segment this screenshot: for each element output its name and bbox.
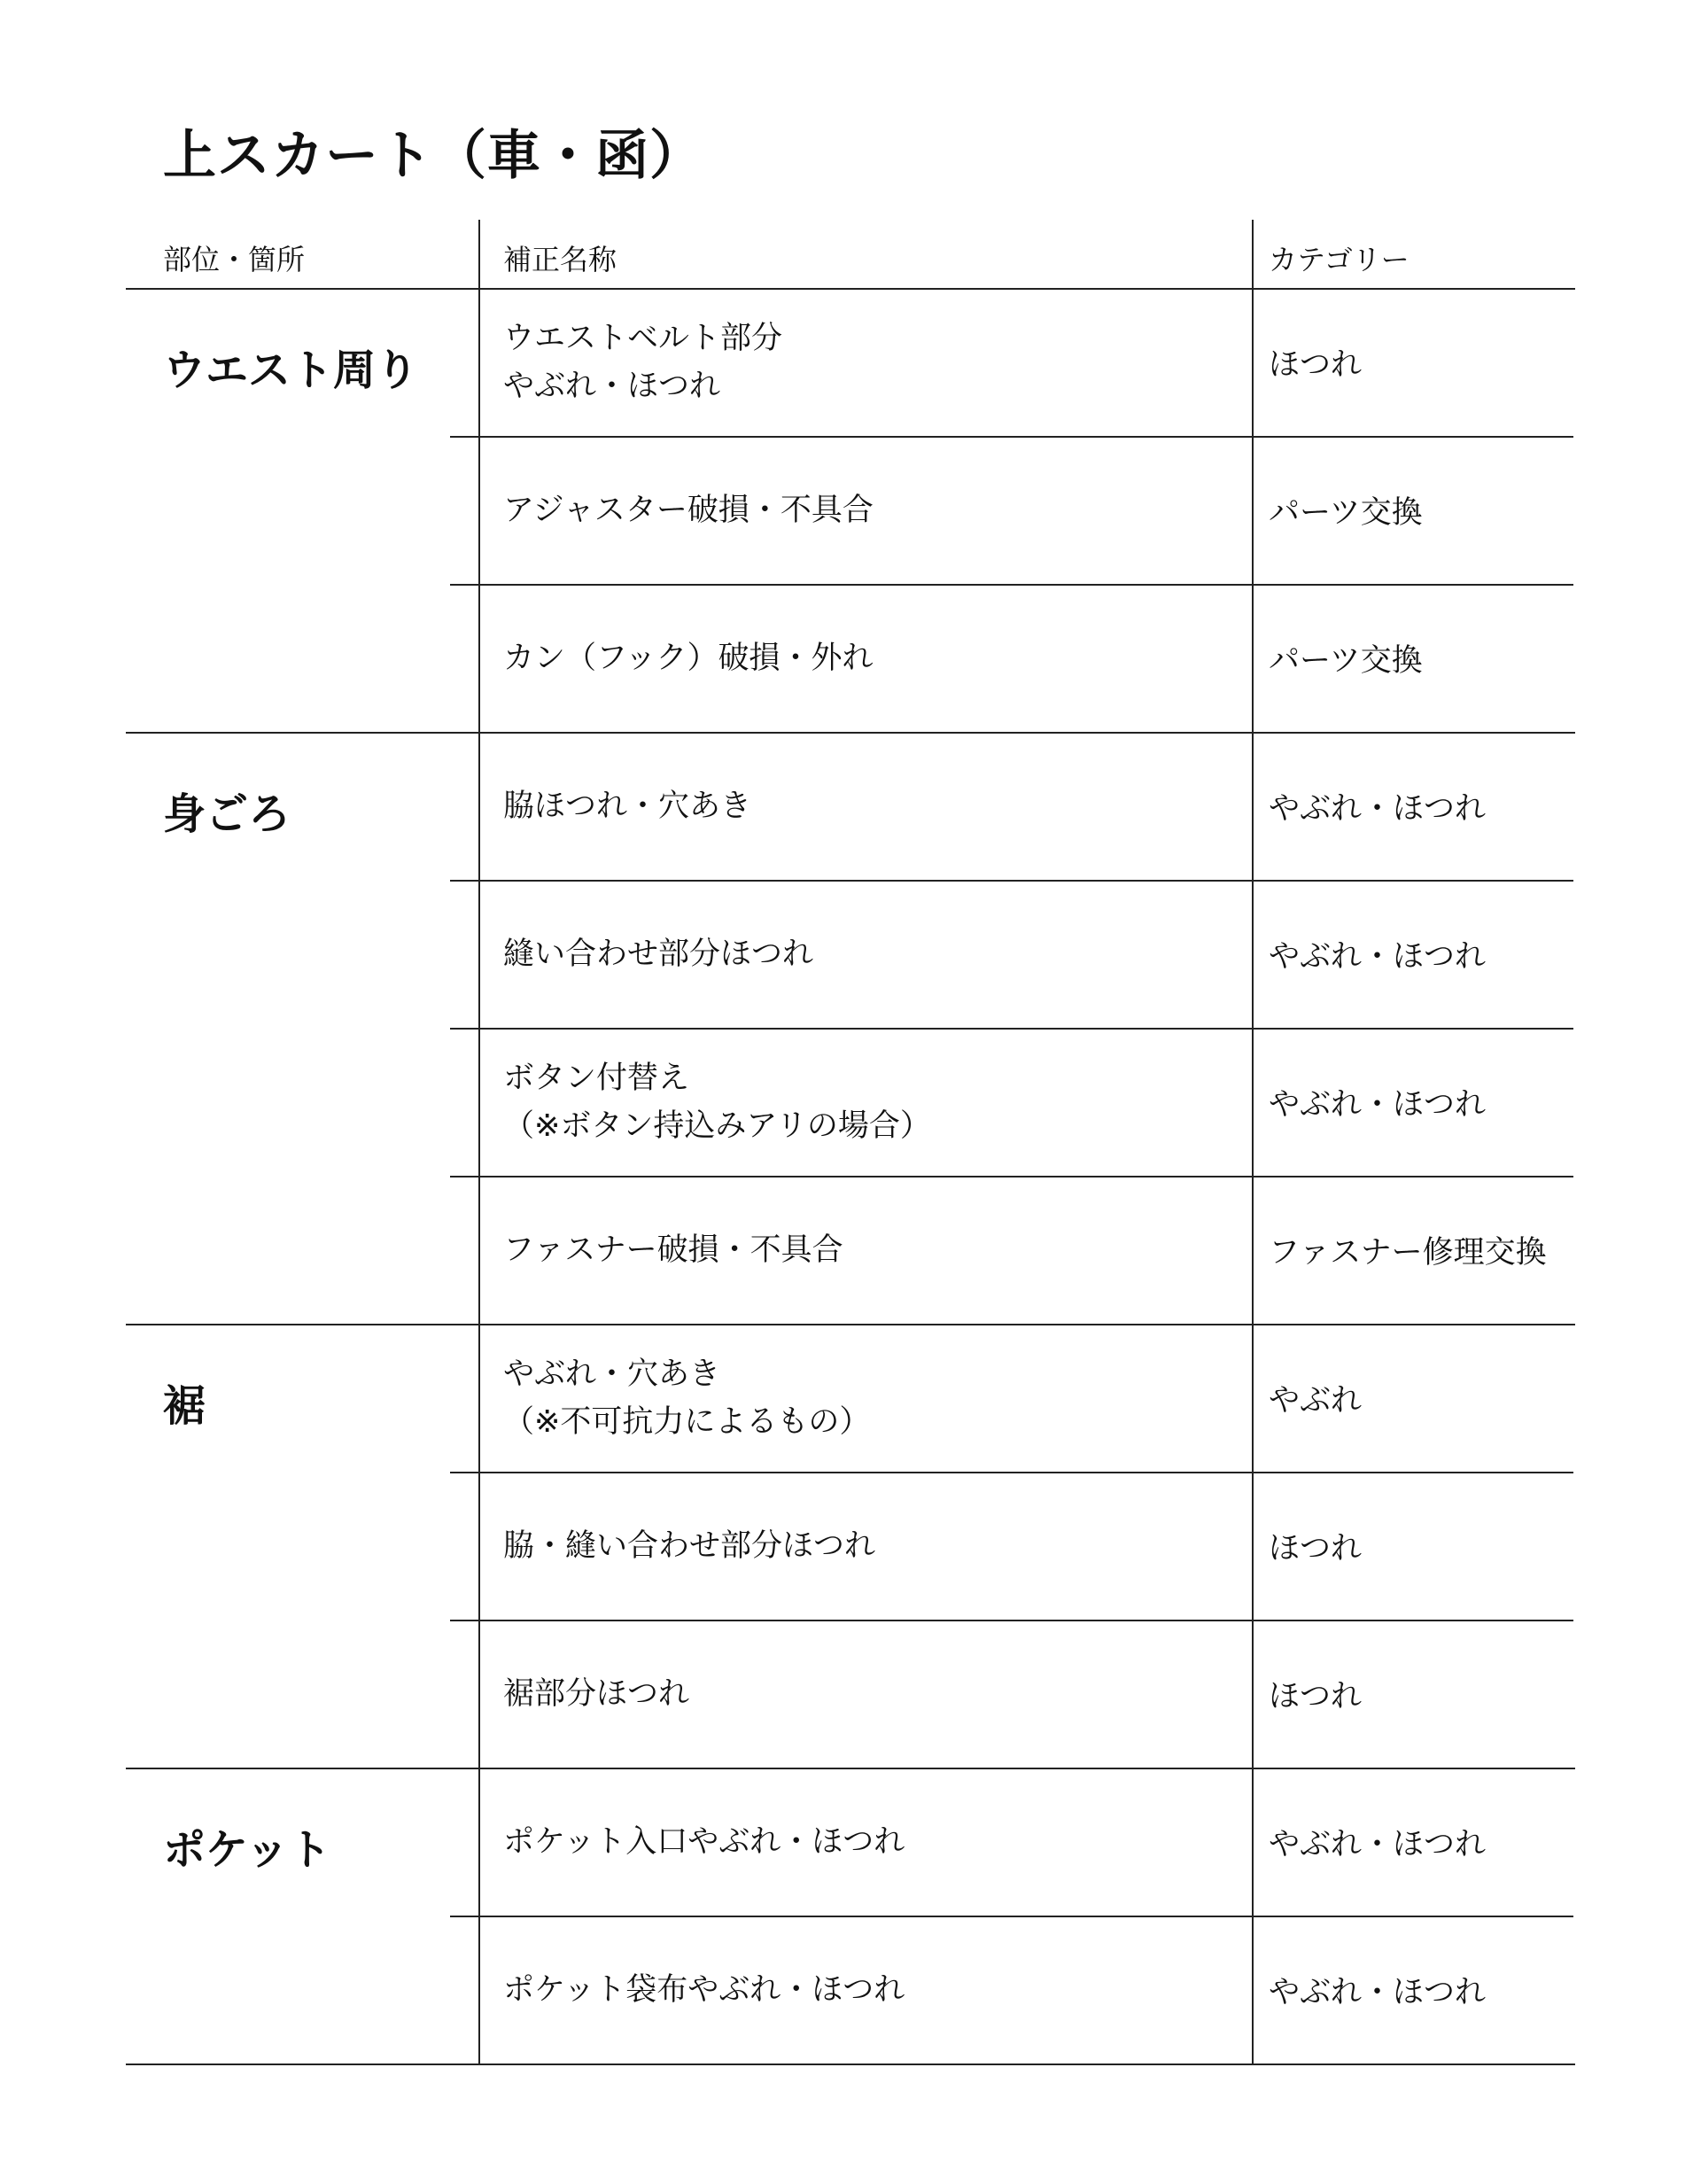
repair-category: やぶれ・ほつれ [1269,790,1487,827]
repair-name [503,880,1239,1028]
repair-name-line: アジャスター破損・不具合 [503,492,874,528]
repair-category: やぶれ・ほつれ [1269,1974,1487,2010]
repair-category: ほつれ [1269,346,1363,383]
repair-name-line: ファスナー破損・不具合 [503,1232,843,1268]
repair-category: やぶれ・ほつれ [1269,1826,1487,1862]
repair-category: ファスナー修理交換 [1269,1234,1547,1271]
page-title: 上スカート（車・函） [163,125,703,187]
repair-name [503,1324,1239,1472]
header-part: 部位・箇所 [163,243,306,276]
repair-name-line: やぶれ・穴あき [503,1356,721,1392]
repair-name-line: 縫い合わせ部分ほつれ [503,936,814,972]
repair-name-line: カン（フック）破損・外れ [503,640,874,676]
repair-name-line: 裾部分ほつれ [503,1675,690,1712]
repair-category: ほつれ [1269,1678,1363,1714]
repair-name [503,584,1239,732]
repair-name [503,1028,1239,1176]
section-divider [126,2064,1575,2065]
repair-name [503,732,1239,880]
repair-name [503,1472,1239,1620]
section-label: 裾 [163,1381,206,1431]
repair-name [503,288,1239,436]
repair-category: ほつれ [1269,1530,1363,1566]
column-divider [1252,220,1254,2065]
repair-name [503,1620,1239,1768]
repair-category: やぶれ・ほつれ [1269,1086,1487,1123]
repair-name [503,1176,1239,1324]
column-divider [478,220,480,2065]
repair-name-line: 脇・縫い合わせ部分ほつれ [503,1527,876,1564]
repair-name-line: やぶれ・ほつれ [503,368,721,404]
repair-name-line: ポケット袋布やぶれ・ほつれ [503,1971,905,2008]
section-label: 身ごろ [163,789,291,839]
repair-name [503,1768,1239,1916]
header-name: 補正名称 [503,243,617,276]
repair-category: やぶれ・ほつれ [1269,938,1487,975]
repair-name-line: 脇ほつれ・穴あき [503,788,752,824]
repair-name [503,436,1239,584]
repair-name-line: ウエストベルト部分 [503,320,783,356]
repair-name-line: ポケット入口やぶれ・ほつれ [503,1823,905,1860]
repair-category: パーツ交換 [1269,642,1423,679]
repair-name-line: （※ボタン持込みアリの場合） [503,1108,931,1144]
section-label: ウエスト周り [163,346,419,395]
repair-name-line: ボタン付替え [503,1060,690,1096]
header-category: カテゴリー [1269,243,1410,276]
repair-category: パーツ交換 [1269,494,1423,531]
repair-category: やぶれ [1269,1382,1363,1418]
repair-name [503,1916,1239,2064]
repair-name-line: （※不可抗力によるもの） [503,1403,871,1440]
section-label: ポケット [163,1825,331,1875]
